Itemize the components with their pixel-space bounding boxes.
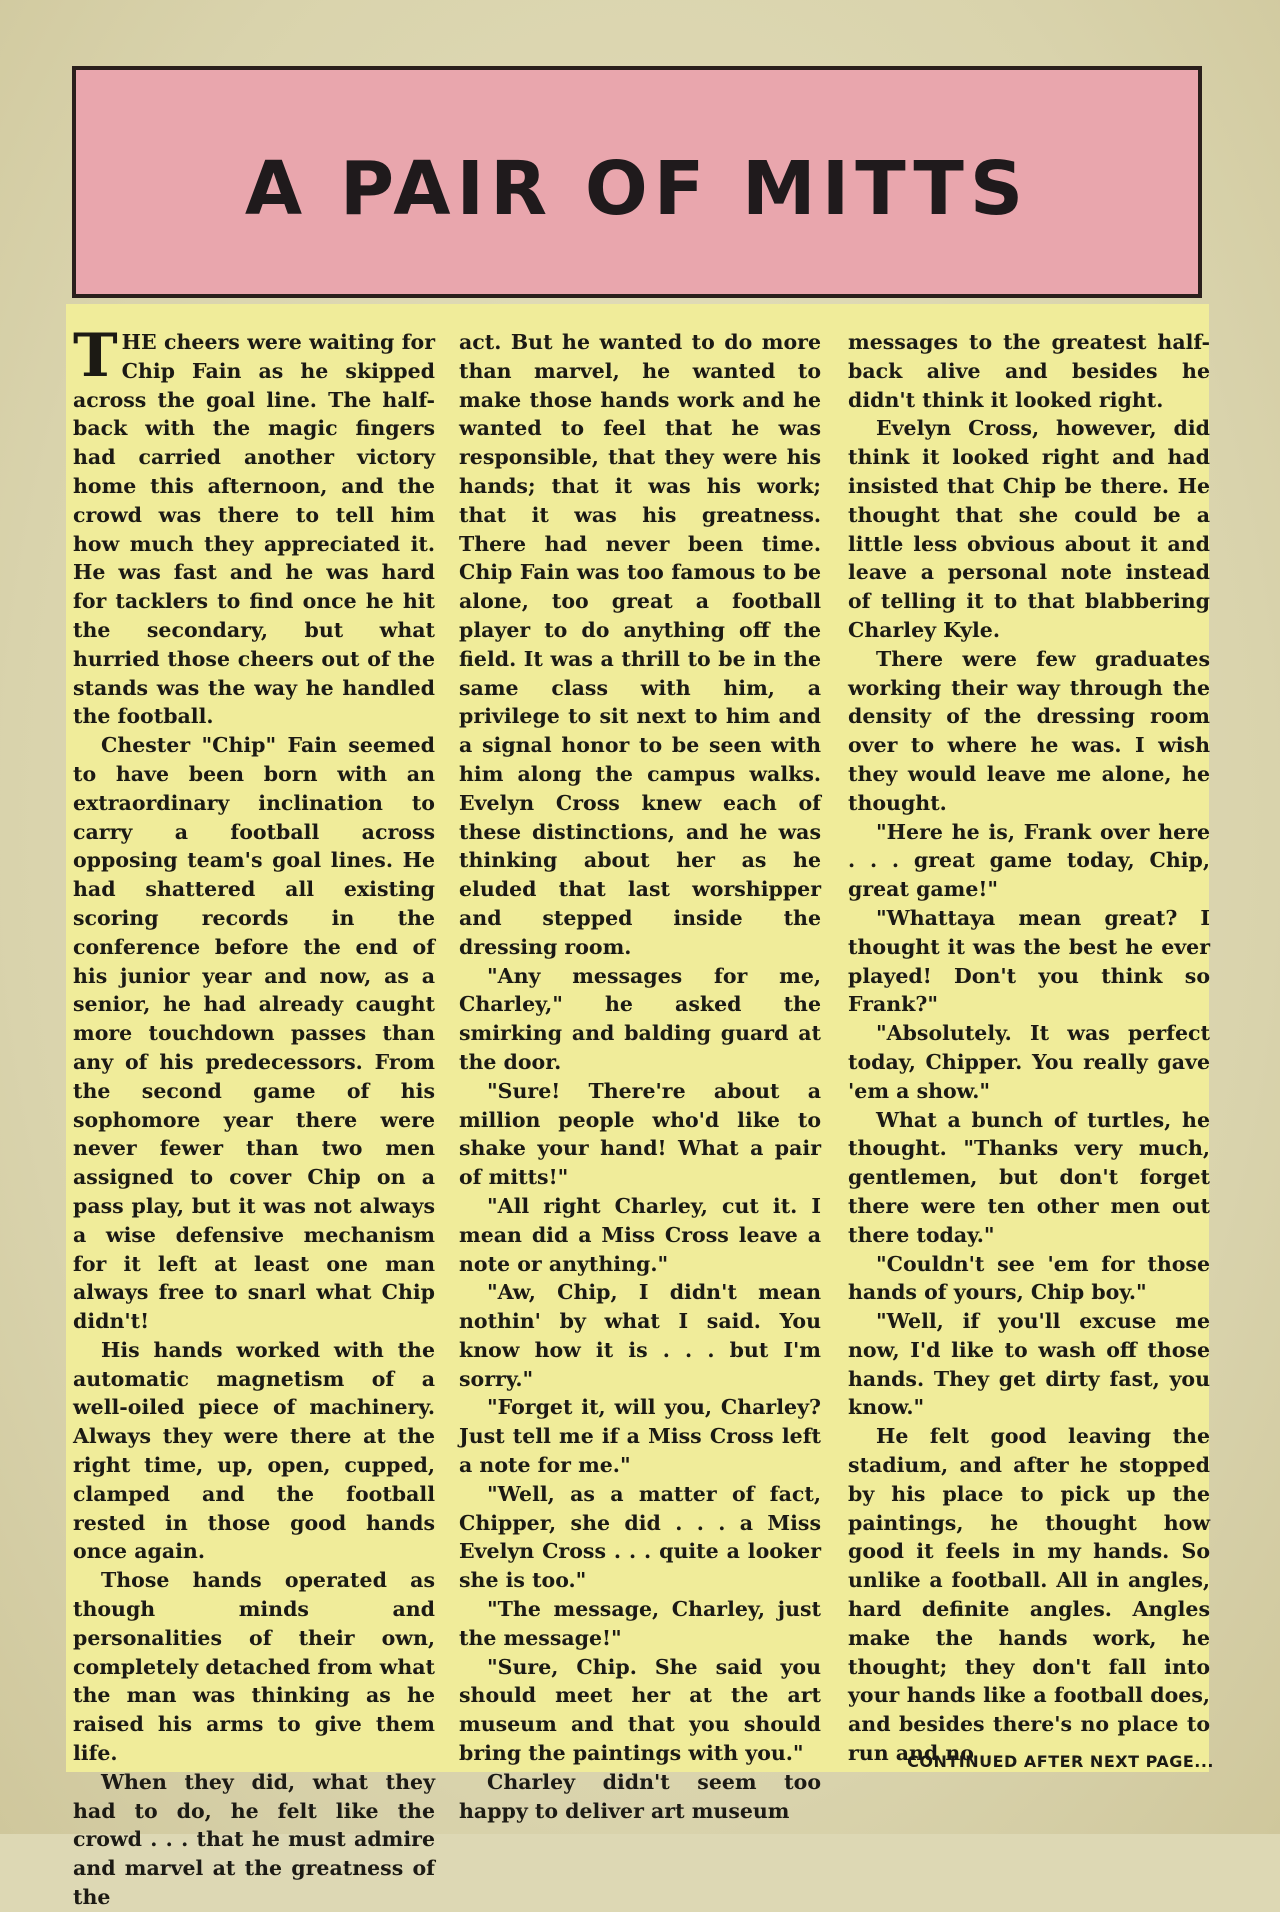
paragraph: There were few graduates working their way through the density of the dressing room over to where he was. I wish they would leave me alone, he thought. [848,646,1210,815]
paragraph: "Whattaya mean great? I thought it was the best he ever played! Don't you think so Frank?" [848,905,1210,1017]
text-column-2 [459,328,821,1823]
title-banner [72,66,1202,298]
paragraph: Chester "Chip" Fain seemed to have been born with an extraordinary inclination to carry a football across opposing team's goal lines. He had shattered all existing scoring records in the conference before the end of his junior year and now, as a senior, he had already caught more touchdown passes than any of his predecessors. From the second game of his sophomore year there were never fewer than two men assigned to cover Chip on a pass play, but it was not always a wise defensive mechanism for it left at least one man always free to snarl what Chip didn't! [73,733,435,1334]
paragraph: "The message, Charley, just the message!" [459,1597,821,1650]
paragraph: "Absolutely. It was perfect today, Chipper. You really gave 'em a show." [848,1021,1210,1103]
drop-cap: T [73,321,118,391]
paragraph: "Sure! There're about a million people who'd like to shake your hand! What a pair of mitts!" [459,1078,821,1190]
paragraph: "All right Charley, cut it. I mean did a Miss Cross leave a note or anything." [459,1193,821,1276]
paragraph: "Any messages for me, Charley," he asked the smirking and balding guard at the door. [459,963,821,1074]
paragraph: When they did, what they had to do, he felt like the crowd . . . that he must admire and marvel at the greatness of the [73,1769,435,1910]
paragraph: "Aw, Chip, I didn't mean nothin' by what I said. You know how it is . . . but I'm sorry." [459,1280,821,1391]
paragraph: "Forget it, will you, Charley? Just tell me if a Miss Cross left a note for me." [459,1395,821,1478]
paragraph: His hands worked with the automatic magnetism of a well-oiled piece of machinery. Always they were there at the right time, up, open, cupped, clamped and the football rested in those good hands once again. [73,1337,435,1564]
paragraph: messages to the greatest half-back alive and besides he didn't think it looked right. [848,330,1210,412]
continued-note: CONTINUED AFTER NEXT PAGE... [907,1752,1214,1771]
text-column-1 [73,321,435,1910]
paragraph: "Here he is, Frank over here . . . great game today, Chip, great game!" [848,819,1210,902]
paragraph: act. But he wanted to do more than marvel, he wanted to make those hands work and he wanted to feel that he was responsible, that they were his hands; that it was his work; that it was his greatness. There had never been time. Chip Fain was too famous to be alone, too great a football player to do anything off the field. It was a thrill to be in the same class with him, a privilege to sit next to him and a signal honor to be seen with him along the campus walks. Evelyn Cross knew each of these distinctions, and he was thinking about her as he eluded that last worshipper and stepped inside the dressing room. [459,330,821,959]
paragraph: "Sure, Chip. She said you should meet her at the art museum and that you should bring the paintings with you." [459,1654,821,1766]
paragraph: Evelyn Cross, however, did think it looked right and had insisted that Chip be there. He thought that she could be a little less obvious about it and leave a personal note instead of telling it to that blabbering Charley Kyle. [848,416,1210,642]
story-title: A PAIR OF MITTS [244,146,1030,232]
paragraph: What a bunch of turtles, he thought. "Thanks very much, gentlemen, but don't forget there were ten other men out there today." [848,1107,1210,1247]
paragraph: Charley didn't seem too happy to deliver art museum [459,1769,821,1823]
paragraph: THE cheers were waiting for Chip Fain as he skipped across the goal line. The half-back with the magic fingers had carried another victory home this afternoon, and the crowd was there to tell him how much they appreciated it. He was fast and he was hard for tacklers to find once he hit the secondary, but what hurried those cheers out of the stands was the way he handled the football. [73,321,435,729]
paragraph: "Well, as a matter of fact, Chipper, she did . . . a Miss Evelyn Cross . . . quite a looker she is too." [459,1481,821,1593]
paragraph: He felt good leaving the stadium, and after he stopped by his place to pick up the paintings, he thought how good it feels in my hands. So unlike a football. All in angles, hard definite angles. Angles make the hands work, he thought; they don't fall into your hands like a football does, and besides there's no place to run and no [848,1424,1210,1766]
paragraph: "Couldn't see 'em for those hands of yours, Chip boy." [848,1251,1210,1305]
paragraph: "Well, if you'll excuse me now, I'd like to wash off those hands. They get dirty fast, you know." [848,1309,1210,1420]
paragraph: Those hands operated as though minds and personalities of their own, completely detached from what the man was thinking as he raised his arms to give them life. [73,1568,435,1766]
